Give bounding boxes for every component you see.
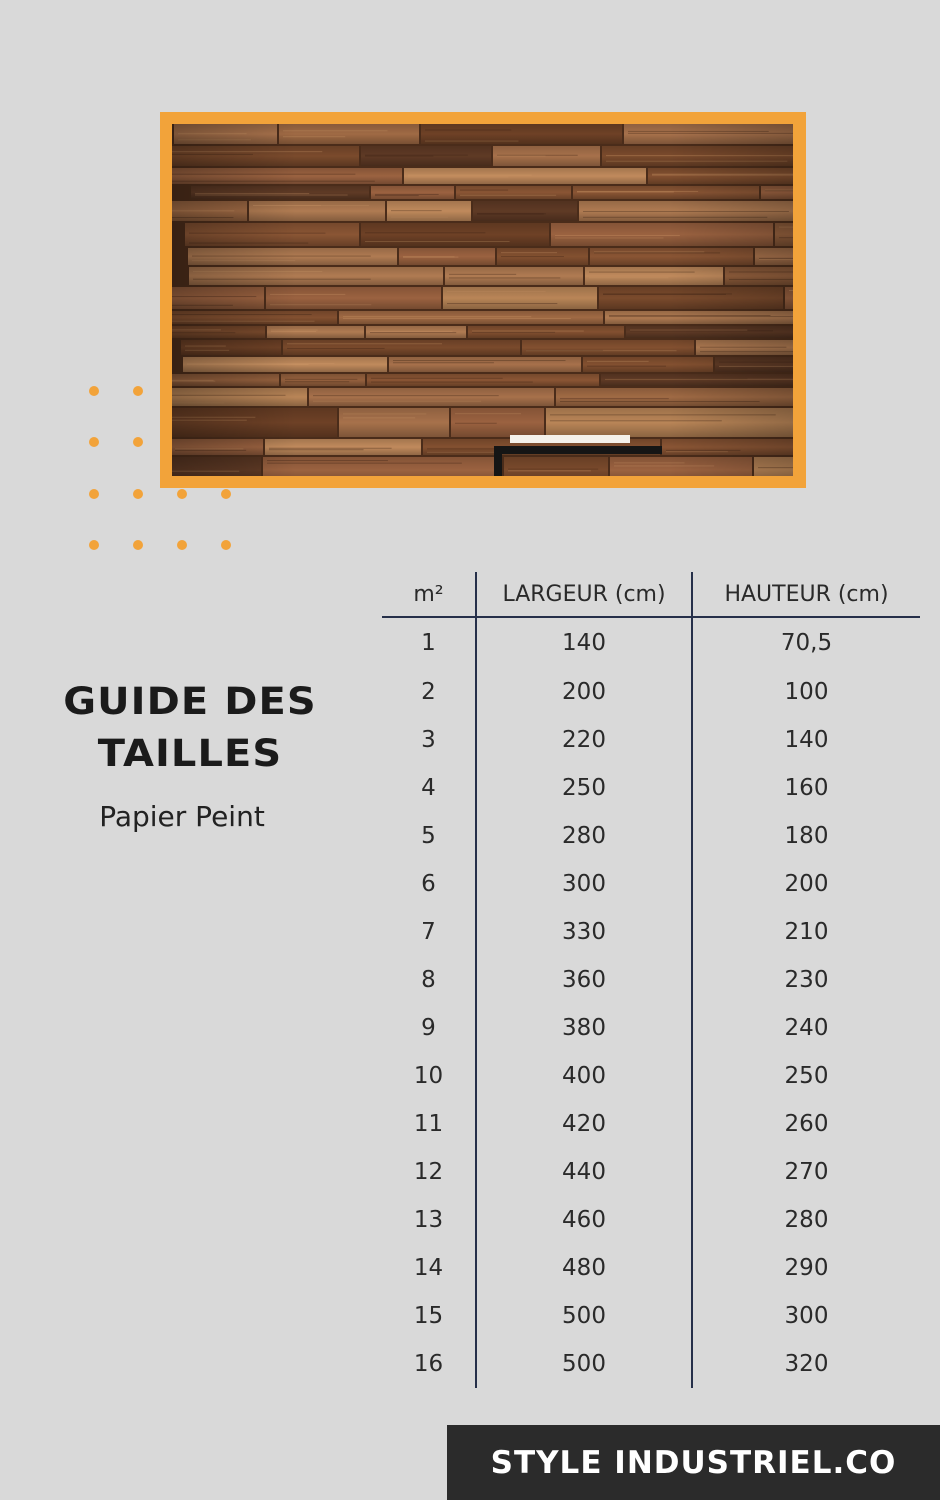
table-row — [382, 1292, 920, 1340]
brand-name: STYLE INDUSTRIEL.CO — [490, 1444, 897, 1481]
brand-bar — [447, 1425, 940, 1500]
page-title — [6, 676, 373, 780]
decorative-dot — [89, 386, 99, 396]
cell-area: 13 — [382, 1196, 476, 1244]
table-row — [382, 1052, 920, 1100]
cell-area: 3 — [382, 716, 476, 764]
cell-height: 280 — [784, 1207, 829, 1233]
page-subtitle: Papier Peint — [99, 800, 265, 833]
cell-width: 440 — [476, 1148, 692, 1196]
table-row — [382, 764, 920, 812]
decorative-dot — [177, 489, 187, 499]
decorative-dot — [221, 489, 231, 499]
title-line-2: TAILLES — [97, 732, 283, 775]
decorative-dot — [89, 540, 99, 550]
cell-width: 250 — [476, 764, 692, 812]
table-row — [382, 812, 920, 860]
cell-height: 160 — [784, 775, 829, 801]
decorative-dot — [89, 437, 99, 447]
cell-width: 330 — [476, 908, 692, 956]
cell-width: 480 — [476, 1244, 692, 1292]
decorative-dot — [177, 540, 187, 550]
table-row — [382, 617, 920, 668]
decorative-dot — [133, 437, 143, 447]
decorative-dot — [89, 489, 99, 499]
cell-height: 260 — [784, 1111, 829, 1137]
cell-area: 12 — [382, 1148, 476, 1196]
cell-area: 9 — [382, 1004, 476, 1052]
table-row — [382, 716, 920, 764]
cell-width: 300 — [476, 860, 692, 908]
decorative-dot — [133, 489, 143, 499]
table-row — [382, 860, 920, 908]
table-row — [382, 1340, 920, 1388]
cell-area: 15 — [382, 1292, 476, 1340]
decorative-dot — [133, 386, 143, 396]
table-header-row — [382, 572, 920, 617]
cell-width: 460 — [476, 1196, 692, 1244]
cell-width: 380 — [476, 1004, 692, 1052]
cell-height: 270 — [784, 1159, 829, 1185]
cell-area: 4 — [382, 764, 476, 812]
cell-height: 250 — [784, 1063, 829, 1089]
cell-height: 290 — [784, 1255, 829, 1281]
cell-height: 200 — [784, 871, 829, 897]
cell-height: 100 — [784, 679, 829, 705]
cell-width: 500 — [476, 1340, 692, 1388]
cell-area: 7 — [382, 908, 476, 956]
cell-width: 400 — [476, 1052, 692, 1100]
cell-width: 500 — [476, 1292, 692, 1340]
cell-height: 300 — [784, 1303, 829, 1329]
table-row — [382, 1196, 920, 1244]
table-row — [382, 668, 920, 716]
cell-area: 14 — [382, 1244, 476, 1292]
table-row — [382, 1100, 920, 1148]
cell-area: 5 — [382, 812, 476, 860]
title-line-1: GUIDE DES — [63, 680, 317, 723]
table-row — [382, 956, 920, 1004]
cell-area: 6 — [382, 860, 476, 908]
table-row — [382, 1004, 920, 1052]
table-row — [382, 1148, 920, 1196]
cell-width: 280 — [476, 812, 692, 860]
header-area: m² — [382, 572, 476, 617]
cell-height: 240 — [784, 1015, 829, 1041]
cell-height: 210 — [784, 919, 829, 945]
cell-area: 8 — [382, 956, 476, 1004]
table-body — [382, 617, 920, 1388]
cell-height: 180 — [784, 823, 829, 849]
table-row — [382, 908, 920, 956]
cell-area: 10 — [382, 1052, 476, 1100]
cell-width: 420 — [476, 1100, 692, 1148]
header-width: LARGEUR (cm) — [476, 572, 692, 617]
decorative-dot — [221, 540, 231, 550]
wood-planks-image — [172, 124, 793, 476]
decorative-dot — [133, 540, 143, 550]
cell-height: 140 — [784, 727, 829, 753]
cell-area: 16 — [382, 1340, 476, 1388]
cell-area: 2 — [382, 668, 476, 716]
cell-width: 220 — [476, 716, 692, 764]
size-guide-table — [382, 572, 920, 1388]
cell-height: 230 — [784, 967, 829, 993]
wallpaper-photo-frame — [160, 112, 806, 488]
cell-width: 140 — [476, 617, 692, 668]
cell-height: 320 — [784, 1351, 829, 1377]
cell-width: 200 — [476, 668, 692, 716]
header-height: HAUTEUR (cm) — [692, 572, 920, 617]
table-row — [382, 1244, 920, 1292]
cell-height: 70,5 — [780, 630, 833, 656]
cell-width: 360 — [476, 956, 692, 1004]
cell-area: 11 — [382, 1100, 476, 1148]
cell-area: 1 — [382, 617, 476, 668]
